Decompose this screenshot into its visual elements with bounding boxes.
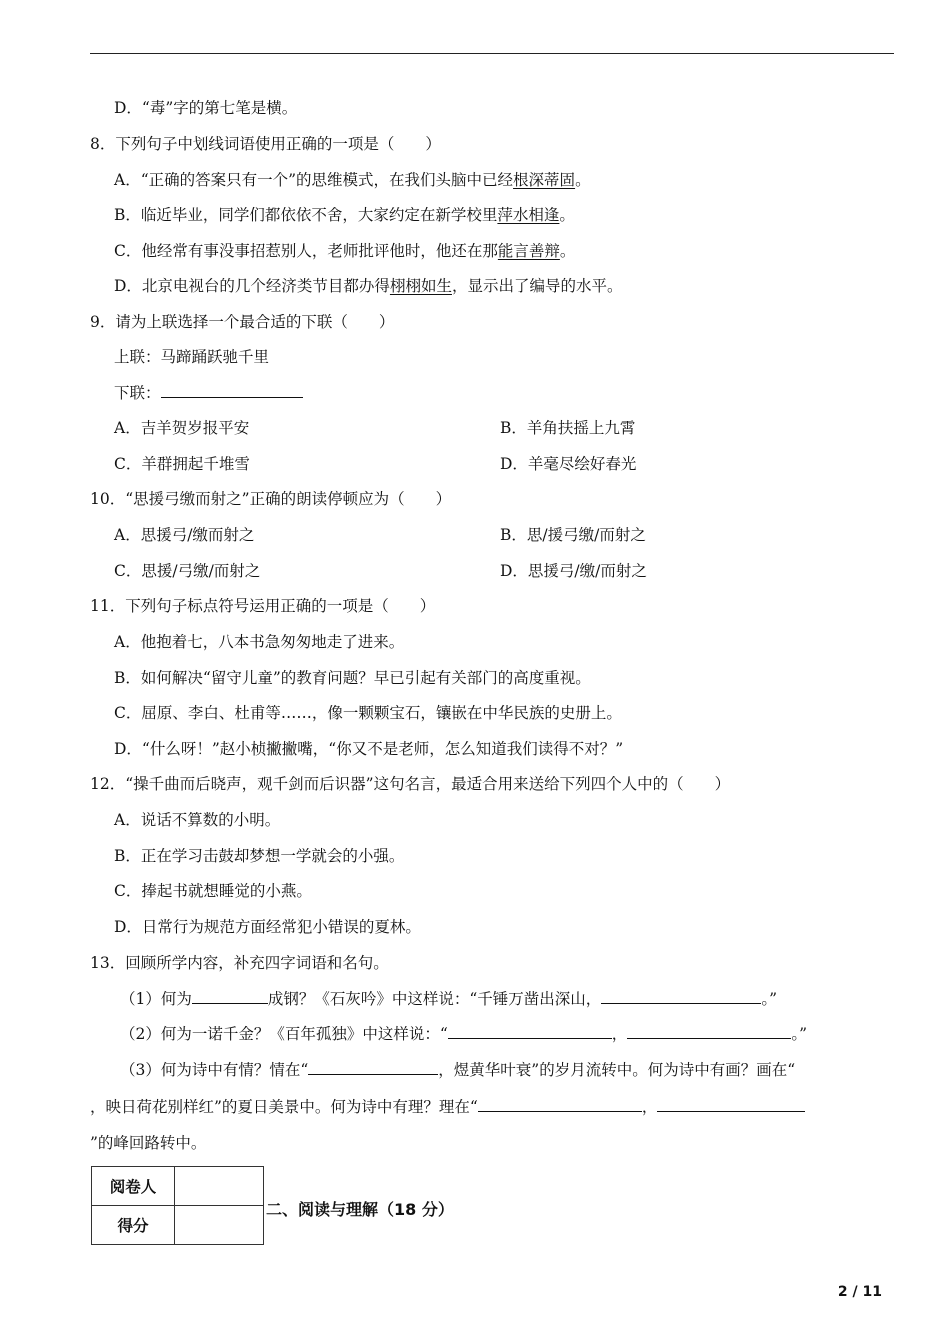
q9-lower-couplet: 下联： <box>114 383 303 403</box>
q12-option-b: B．正在学习击鼓却梦想一学就会的小强。 <box>114 847 405 865</box>
q8-option-d: D．北京电视台的几个经济类节目都办得栩栩如生，显示出了编导的水平。 <box>114 277 623 295</box>
q11-option-b: B．如何解决“留守儿童”的教育问题？早已引起有关部门的高度重视。 <box>114 669 591 687</box>
q10-option-d: D．思援弓/缴/而射之 <box>500 562 647 580</box>
q13-sub3: （3）何为诗中有情？情在“ ，煜黄华叶衰”的岁月流转中。何为诗中有画？画在“ <box>120 1061 796 1079</box>
page-number: 2 / 11 <box>837 1284 882 1300</box>
q10-stem: 10．“思援弓缴而射之”正确的朗读停顿应为（ ） <box>90 490 452 508</box>
reviewer-label: 阅卷人 <box>92 1167 175 1206</box>
section-title: 二、阅读与理解（18 分） <box>266 1200 454 1219</box>
q8-option-b: B．临近毕业，同学们都依依不舍，大家约定在新学校里萍水相逢。 <box>114 206 575 224</box>
q9-option-b: B．羊角扶摇上九霄 <box>500 419 636 437</box>
q9-upper-couplet: 上联：马蹄踊跃驰千里 <box>114 348 270 366</box>
underlined-term: 根深蒂固 <box>513 171 576 189</box>
q8-option-c: C．他经常有事没事招惹别人，老师批评他时，他还在那能言善辩。 <box>114 242 576 260</box>
underlined-term: 萍水相逢 <box>497 206 560 224</box>
q7-option-d: D．“毒”字的第七笔是横。 <box>114 99 298 117</box>
answer-blank <box>161 383 303 398</box>
score-label: 得分 <box>92 1206 175 1245</box>
answer-blank <box>448 1024 612 1039</box>
header-rule <box>90 53 894 54</box>
q11-stem: 11．下列句子标点符号运用正确的一项是（ ） <box>90 597 436 615</box>
q8-stem: 8．下列句子中划线词语使用正确的一项是（ ） <box>90 135 441 153</box>
answer-blank <box>308 1060 438 1075</box>
q10-option-a: A．思援弓/缴而射之 <box>114 526 255 544</box>
q12-stem: 12．“操千曲而后晓声，观千剑而后识器”这句名言，最适合用来送给下列四个人中的（ ） <box>90 775 731 793</box>
reviewer-cell <box>175 1167 264 1206</box>
q12-option-d: D．日常行为规范方面经常犯小错误的夏林。 <box>114 918 421 936</box>
answer-blank <box>192 989 268 1004</box>
q11-option-d: D．“什么呀！”赵小桢撇撇嘴，“你又不是老师，怎么知道我们读得不对？” <box>114 740 624 758</box>
underlined-term: 能言善辩 <box>497 242 560 260</box>
q13-sub3-end: ”的峰回路转中。 <box>90 1134 207 1152</box>
q13-stem: 13．回顾所学内容，补充四字词语和名句。 <box>90 954 389 972</box>
answer-blank <box>601 989 761 1004</box>
q10-option-c: C．思援/弓缴/而射之 <box>114 562 261 580</box>
q9-stem: 9．请为上联选择一个最合适的下联（ ） <box>90 313 395 331</box>
q12-option-a: A．说话不算数的小明。 <box>114 811 281 829</box>
score-cell <box>175 1206 264 1245</box>
q13-sub1: （1）何为 成钢？《石灰吟》中这样说：“千锤万凿出深山， 。” <box>120 990 777 1008</box>
q9-option-c: C．羊群拥起千堆雪 <box>114 455 250 473</box>
q13-sub2: （2）何为一诺千金？《百年孤独》中这样说：“ ， 。” <box>120 1025 807 1043</box>
q9-option-d: D．羊毫尽绘好春光 <box>500 455 637 473</box>
q8-option-a: A．“正确的答案只有一个”的思维模式，在我们头脑中已经根深蒂固。 <box>114 171 591 189</box>
q13-sub3-cont: ，映日荷花别样红”的夏日美景中。何为诗中有理？理在“ ， <box>90 1097 805 1117</box>
q11-option-a: A．他抱着七，八本书急匆匆地走了进来。 <box>114 633 405 651</box>
q11-option-c: C．屈原、李白、杜甫等……，像一颗颗宝石，镶嵌在中华民族的史册上。 <box>114 704 622 722</box>
answer-blank <box>627 1024 791 1039</box>
q9-option-a: A．吉羊贺岁报平安 <box>114 419 250 437</box>
grading-table <box>91 1166 264 1245</box>
q12-option-c: C．捧起书就想睡觉的小燕。 <box>114 882 312 900</box>
answer-blank <box>657 1097 805 1112</box>
underlined-term: 栩栩如生 <box>389 277 452 295</box>
q10-option-b: B．思/援弓缴/而射之 <box>500 526 646 544</box>
answer-blank <box>478 1097 642 1112</box>
